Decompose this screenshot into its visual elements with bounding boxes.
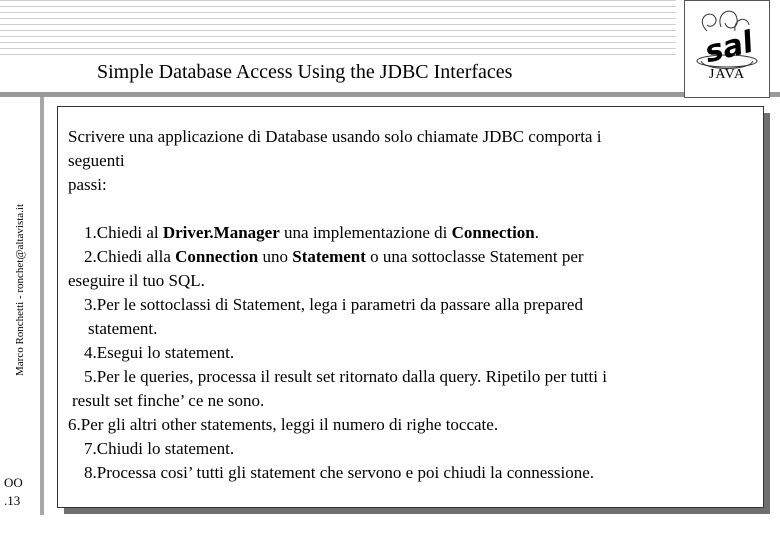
content-panel (57, 106, 764, 508)
step-text: uno (258, 247, 293, 266)
step-keyword: Connection (451, 223, 535, 242)
step-text: 2.Chiedi alla (84, 247, 176, 266)
step-keyword: Driver.Manager (162, 223, 280, 242)
step-line (64, 245, 754, 269)
step-line (64, 341, 754, 365)
step-text: . (534, 223, 539, 242)
step-text: 8.Processa cosi’ tutti gli statement che servono e poi chiudi la connessione. (84, 463, 595, 482)
intro-paragraph (68, 125, 748, 197)
step-text: result set finche’ ce ne sono. (72, 391, 265, 410)
step-line (64, 293, 754, 317)
slide-number (4, 474, 23, 510)
step-line (64, 221, 754, 245)
step-line (64, 461, 754, 485)
step-text: o una sottoclasse Statement per (365, 247, 584, 266)
step-text: 1.Chiedi al (84, 223, 163, 242)
slide-number-line1: OO (4, 475, 23, 490)
sal-java-logo (684, 0, 770, 98)
sidebar-divider (40, 97, 44, 515)
step-line (64, 437, 754, 461)
logo-wordmark: sal (701, 24, 757, 71)
intro-line: Scrivere una applicazione di Database usando solo chiamate JDBC comporta i (68, 127, 602, 146)
step-text: 4.Esegui lo statement. (84, 343, 235, 362)
intro-line: passi: (68, 175, 107, 194)
step-line (64, 413, 754, 437)
step-text: 6.Per gli altri other statements, leggi il numero di righe toccate. (68, 415, 499, 434)
intro-line: seguenti (68, 151, 125, 170)
step-keyword: Statement (292, 247, 366, 266)
step-text: statement. (88, 319, 158, 338)
header-divider (0, 92, 780, 97)
author-credit: Marco Ronchetti - ronchet@altavista.it (14, 203, 26, 376)
step-text: 5.Per le queries, processa il result set ritornato dalla query. Ripetilo per tutti i (84, 367, 607, 386)
step-line (64, 269, 754, 293)
logo-java-label: JAVA (708, 67, 746, 82)
slide-number-line2: .13 (4, 493, 21, 508)
steps-list (64, 221, 754, 485)
step-text: 7.Chiudi lo statement. (84, 439, 235, 458)
step-text: eseguire il tuo SQL. (68, 271, 205, 290)
slide-title: Simple Database Access Using the JDBC Interfaces (97, 61, 513, 83)
step-keyword: Connection (175, 247, 259, 266)
step-line (64, 389, 754, 413)
step-line (64, 365, 754, 389)
step-text: una implementazione di (279, 223, 452, 242)
header-stripes (0, 0, 676, 58)
step-text: 3.Per le sottoclassi di Statement, lega i parametri da passare alla prepared (84, 295, 583, 314)
step-line (64, 317, 754, 341)
